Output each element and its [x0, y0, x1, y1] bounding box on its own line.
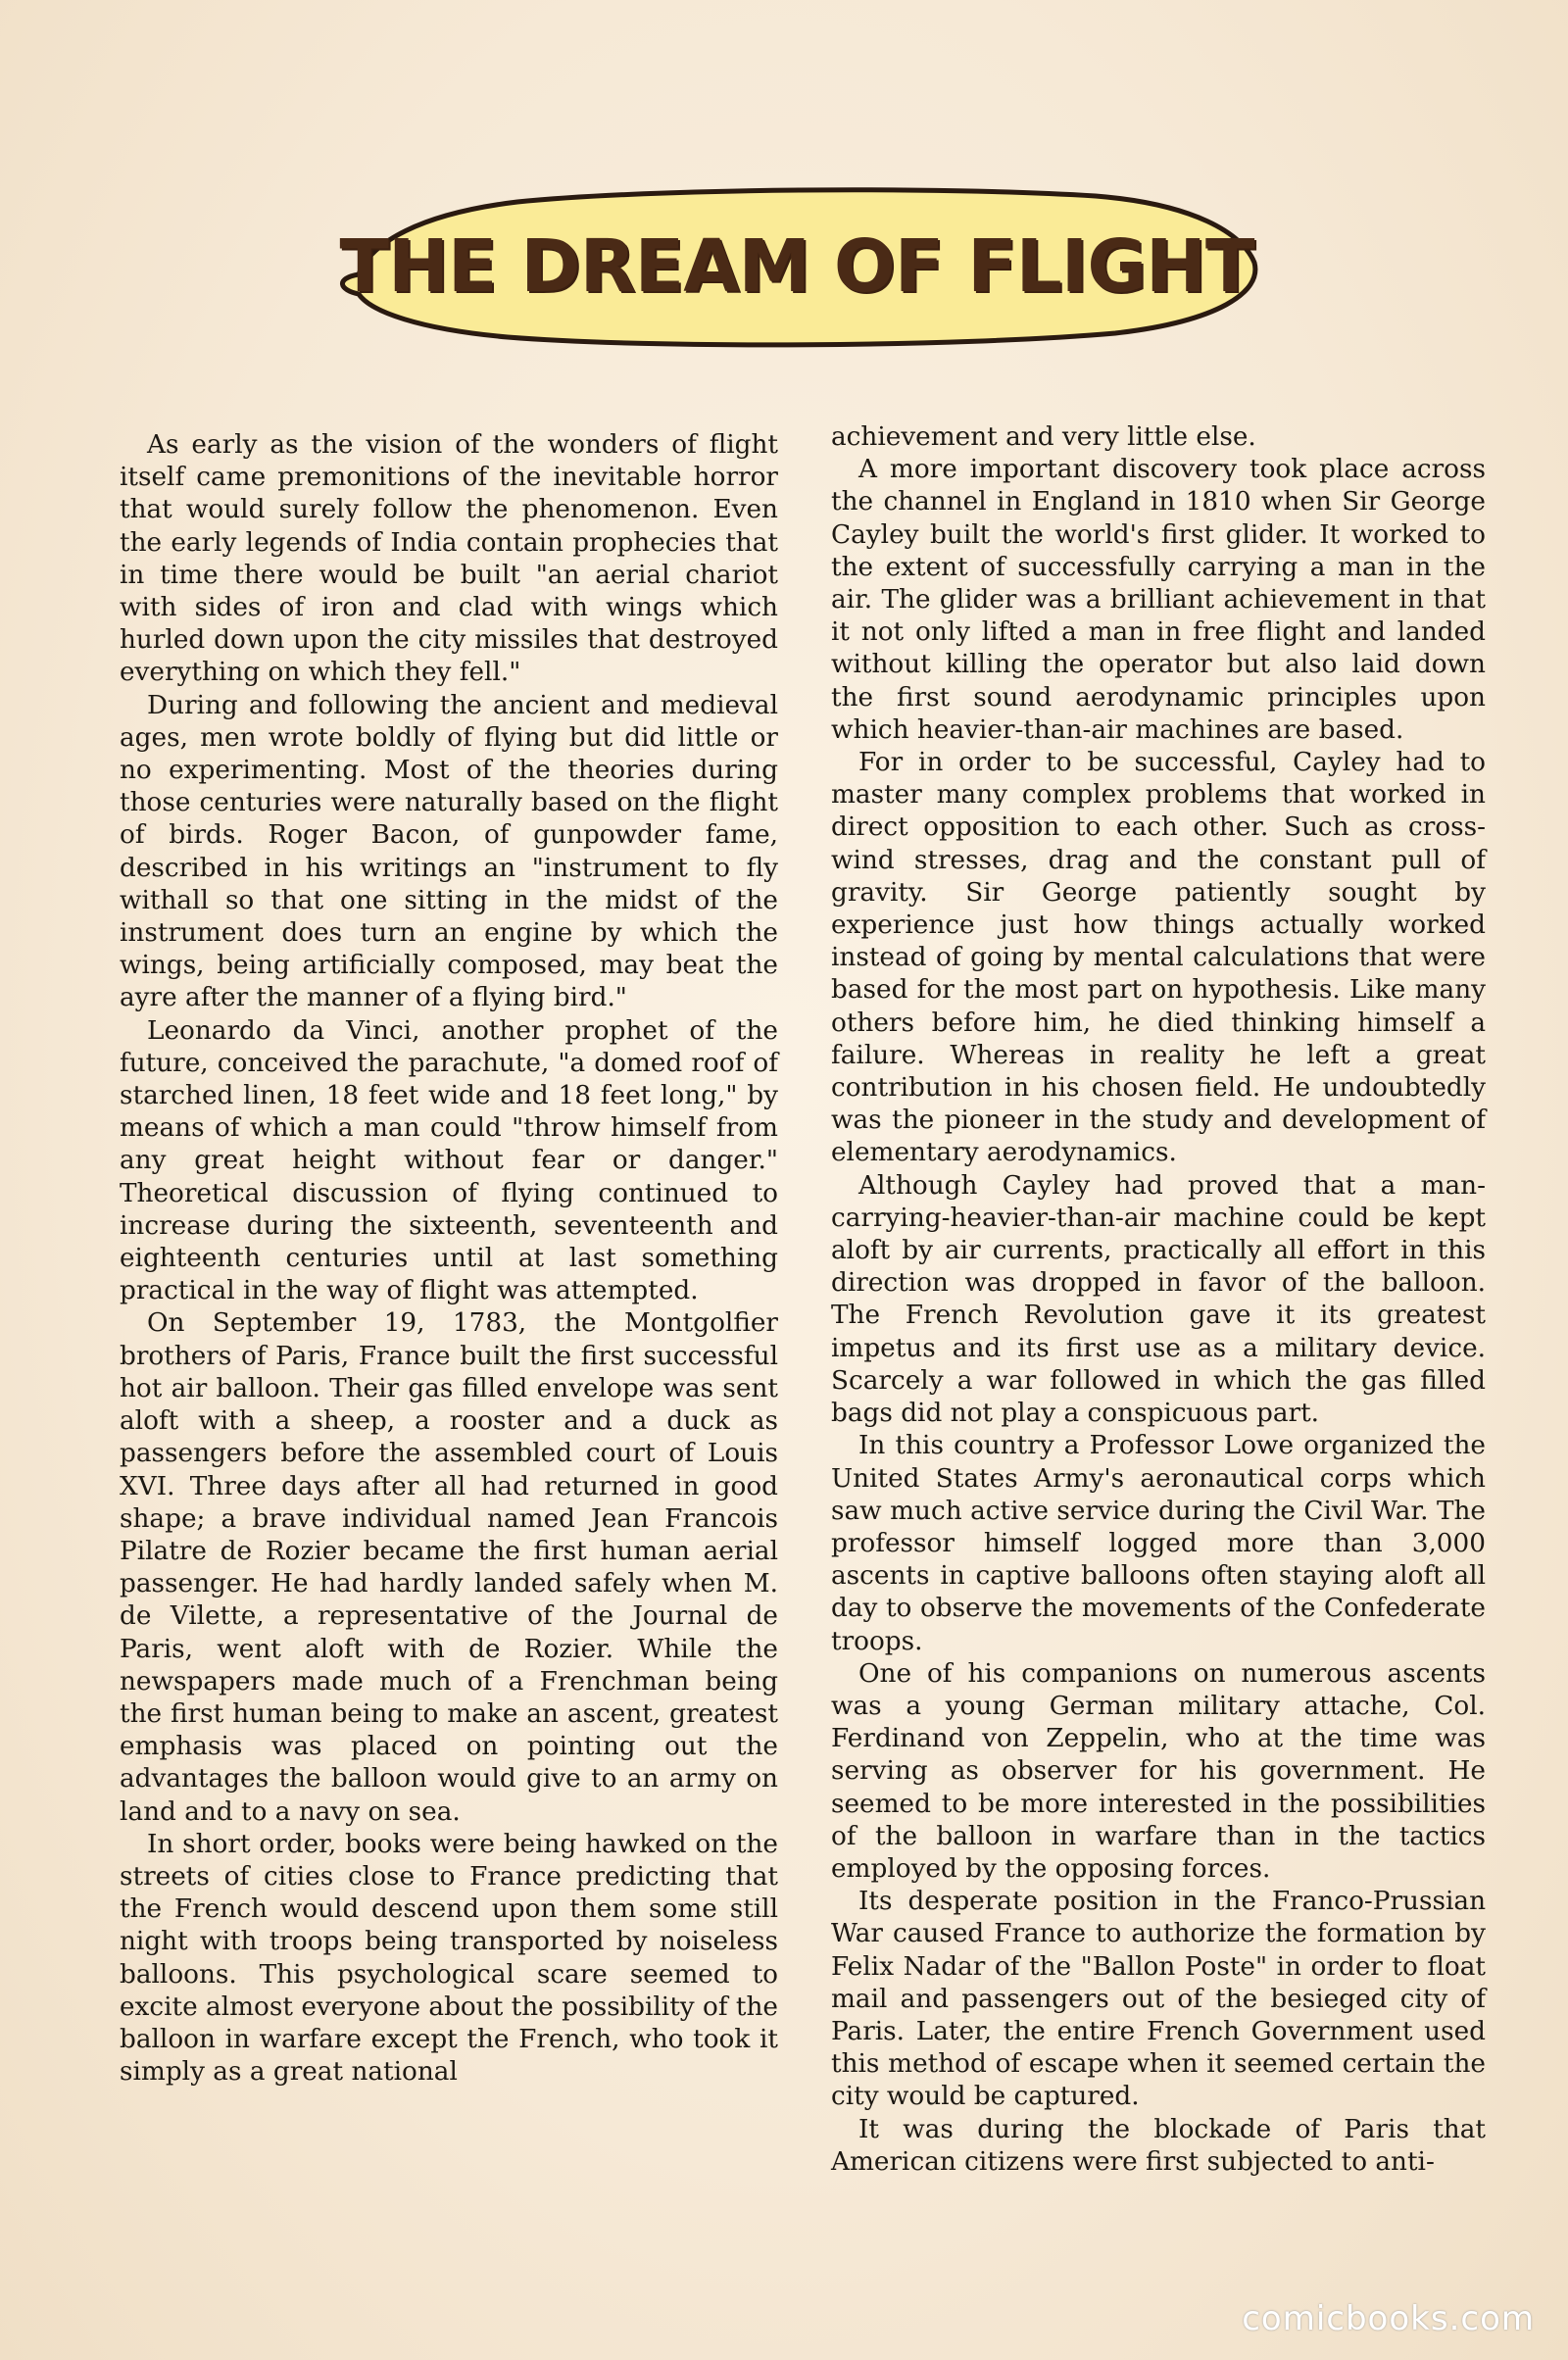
watermark: comicbooks.com [1242, 2299, 1535, 2338]
paragraph: Its desperate position in the Franco-Prussian War caused France to authorize the formation by Felix Nadar of the "Ballon Poste" in order to float mail and passengers out of the besieged city of Paris. Later, the entire French Government used this method of escape when it seemed certain the city would be captured. [831, 1887, 1486, 2112]
paragraph-continuation: achievement and very little else. [831, 422, 1256, 452]
paragraph: One of his companions on numerous ascents was a young German military attache, Col. Ferdinand von Zeppelin, who at the time was serving as observer for his government. He seemed to be more interested in the possibilities of the balloon in warfare than in the tactics employed by the opposing forces. [831, 1658, 1486, 1884]
right-column [831, 421, 1486, 2179]
paragraph: A more important discovery took place across the channel in England in 1810 when Sir George Cayley built the world's first glider. It worked to the extent of successfully carrying a man in the air. The glider was a brilliant achievement in that it not only lifted a man in free flight and landed without killing the operator but also laid down the first sound aerodynamic principles upon which heavier-than-air machines are based. [831, 455, 1486, 745]
title-banner [331, 184, 1262, 349]
paragraph: Although Cayley had proved that a man-carrying-heavier-than-air machine could be kept aloft by air currents, practically all effort in this direction was dropped in favor of the balloon. The French Revolution gave it its greatest impetus and its first use as a military device. Scarcely a war followed in which the gas filled bags did not play a conspicuous part. [831, 1170, 1486, 1429]
paragraph: As early as the vision of the wonders of flight itself came premonitions of the inevitable horror that would surely follow the phenomenon. Even the early legends of India contain prophecies that in time there would be built "an aerial chariot with sides of iron and clad with wings which hurled down upon the city missiles that destroyed everything on which they fell." [120, 430, 778, 688]
left-column [120, 429, 778, 2089]
paragraph: It was during the blockade of Paris that American citizens were first subjected to anti- [831, 2114, 1486, 2177]
paragraph: For in order to be successful, Cayley had to master many complex problems that worked in direct opposition to each other. Such as cross-wind stresses, drag and the constant pull of gravity. Sir George patiently sought by experience just how things actually worked instead of going by mental calculations that were based for the most part on hypothesis. Like many others before him, he died thinking himself a failure. Whereas in reality he left a great contribution in his chosen field. He undoubtedly was the pioneer in the study and development of elementary aerodynamics. [831, 748, 1486, 1168]
paragraph: On September 19, 1783, the Montgolfier brothers of Paris, France built the first successful hot air balloon. Their gas filled envelope was sent aloft with a sheep, a rooster and a duck as passengers before the assembled court of Louis XVI. Three days after all had returned in good shape; a brave individual named Jean Francois Pilatre de Rozier became the first human aerial passenger. He had hardly landed safely when M. de Vilette, a representative of the Journal de Paris, went aloft with de Rozier. While the newspapers made much of a Frenchman being the first human being to make an ascent, greatest emphasis was placed on pointing out the advantages the balloon would give to an army on land and to a navy on sea. [120, 1308, 778, 1827]
paragraph: Leonardo da Vinci, another prophet of the future, conceived the parachute, "a domed roof of starched linen, 18 feet wide and 18 feet long," by means of which a man could "throw himself from any great height without fear or danger." Theoretical discussion of flying continued to increase during the sixteenth, seventeenth and eighteenth centuries until at last something practical in the way of flight was attempted. [120, 1015, 778, 1306]
paragraph: During and following the ancient and medieval ages, men wrote boldly of flying but did little or no experimenting. Most of the theories during those centuries were naturally based on the flight of birds. Roger Bacon, of gunpowder fame, described in his writings an "instrument to fly withall so that one sitting in the midst of the instrument does turn an engine by which the wings, being artificially composed, may beat the ayre after the manner of a flying bird." [120, 690, 778, 1013]
page-title: THE DREAM OF FLIGHT [339, 224, 1254, 309]
paragraph: In this country a Professor Lowe organized the United States Army's aeronautical corps which saw much active service during the Civil War. The professor himself logged more than 3,000 ascents in captive balloons often staying aloft all day to observe the movements of the Confederate troops. [831, 1431, 1486, 1656]
paragraph: In short order, books were being hawked on the streets of cities close to France predicting that the French would descend upon them some still night with troops being transported by noiseless balloons. This psychological scare seemed to excite almost everyone about the possibility of the balloon in warfare except the French, who took it simply as a great national [120, 1829, 778, 2088]
